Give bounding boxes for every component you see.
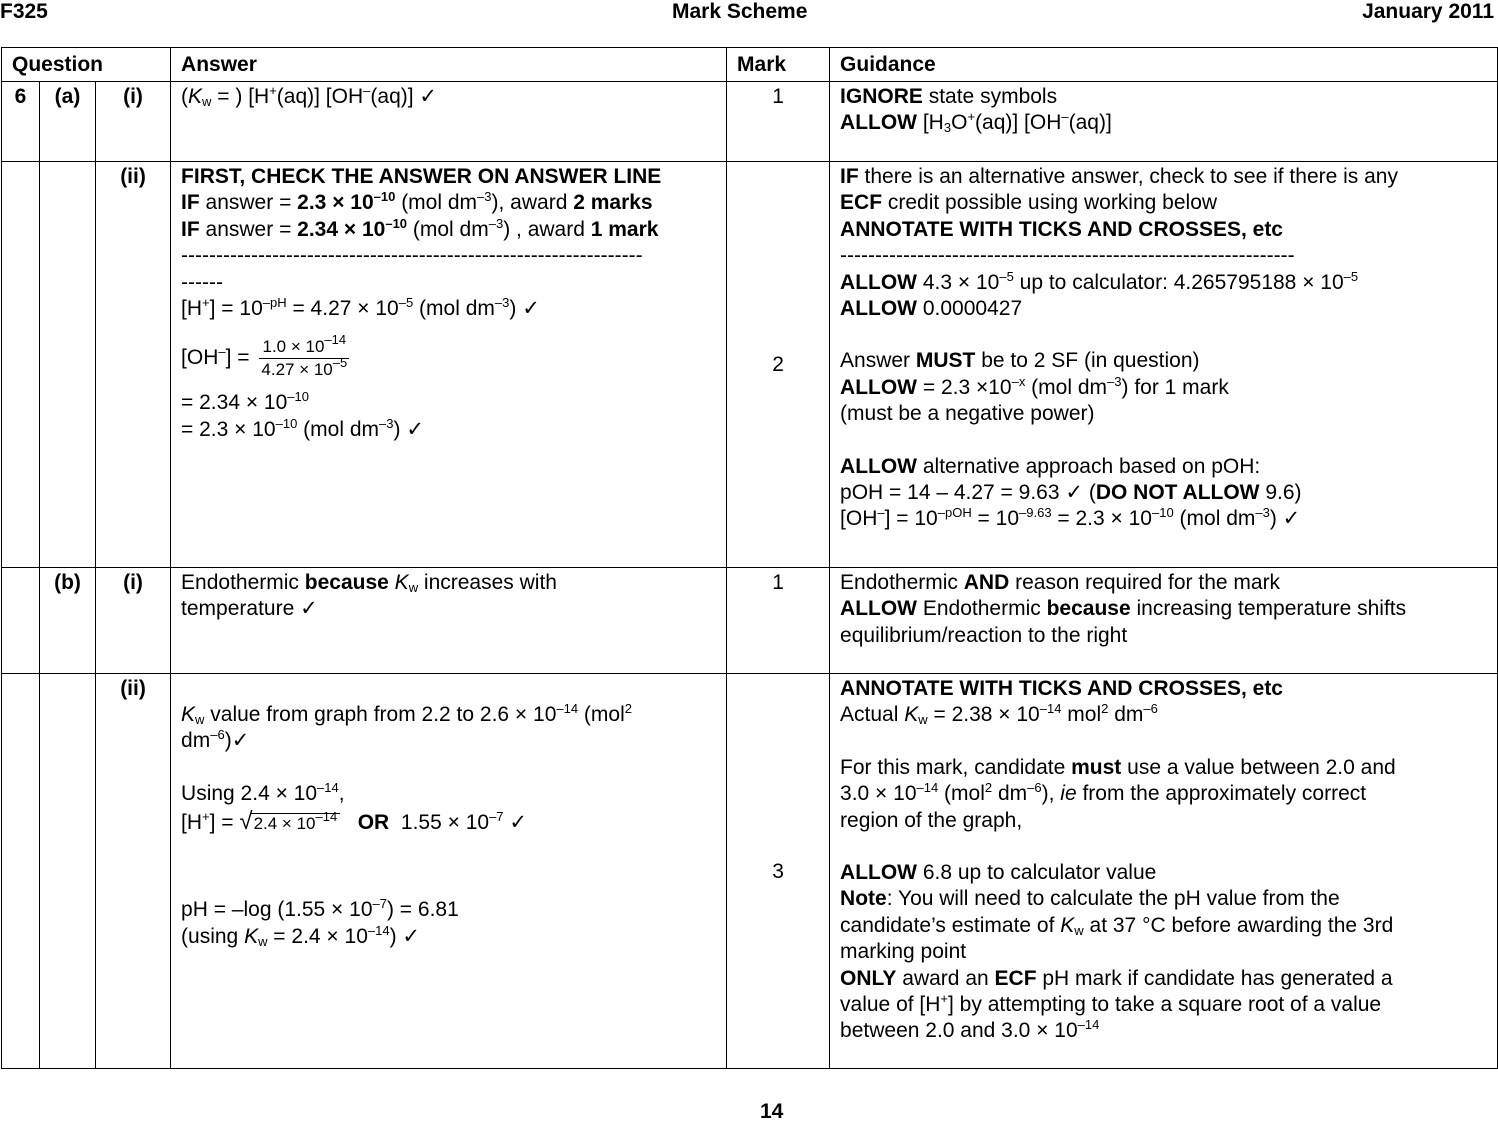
- question-header: Question: [2, 48, 171, 82]
- mark-cell: 3: [727, 674, 830, 1069]
- question-subpart: (ii): [96, 674, 171, 1069]
- guidance-cell: ANNOTATE WITH TICKS AND CROSSES, etc Actual $K_w = 2.38 \times 10^{-14}$ mol$^2$ $dm^{-6}$ For this mark, candidate must use a value between 2.0 and $3.0 \times 10^{-14}$ (mol$^2$ $dm^{-6}$), ie from the approximately correct region of the graph, ALLOW 6.8 up to calculator value Note: You will need to calculate the pH value from the candidate’s estimate of $K_w$ at 37 °C before awarding the 3rd marking point ONLY award an ECF pH mark if candidate has generated a value of [H+] by attempting to take a square root of a value between 2.0 and $3.0 \times 10^{-14}$: [830, 674, 1498, 1069]
- mark-cell: 1: [727, 82, 830, 162]
- table-row: [2, 568, 1498, 674]
- question-subpart: (i): [96, 568, 171, 674]
- mark-cell: 1: [727, 568, 830, 674]
- answer-cell: Endothermic because $K_w$ increases with temperature ✓: [171, 568, 727, 674]
- answer-cell: $K_w$ value from graph from 2.2 to $2.6 \times 10^{-14}$ (mol$^2$ $dm^{-6})✓$ Using $2.4 \times 10^{-14}$, $[H^+] = √2.4 \times 10^{-14}$ OR $1.55 \times 10^{-7}$ ✓ pH = –log $(1.55 \times 10^{-7}) = 6.81$ (using $K_w = 2.4 \times 10^{-14}$) ✓: [171, 674, 727, 1069]
- table-row: [2, 162, 1498, 568]
- mark-header: Mark: [727, 48, 830, 82]
- guidance-cell: IF there is an alternative answer, check to see if there is any ECF credit possible using working below ANNOTATE WITH TICKS AND CROSSES, etc ----------------------------------------------------------------- ALLOW $4.3 \times 10^{-5}$ up to calculator: $4.265795188 \times 10^{-5}$ ALLOW 0.0000427 Answer MUST be to 2 SF (in question) ALLOW = $2.3 \times 10^{-x}$ (mol $dm^{-3}$) for 1 mark (must be a negative power) ALLOW alternative approach based on pOH: pOH = 14 – 4.27 = 9.63 ✓ (DO NOT ALLOW 9.6) $[OH^-] = 10^{-pOH} = 10^{-9.63} = 2.3 \times 10^{-10}$ (mol $dm^{-3}$) ✓: [830, 162, 1498, 568]
- table-row: [2, 82, 1498, 162]
- question-subpart: (ii): [96, 162, 171, 568]
- header-title: Mark Scheme: [672, 0, 808, 23]
- guidance-cell: Endothermic AND reason required for the mark ALLOW Endothermic because increasing temperature shifts equilibrium/reaction to the right: [830, 568, 1498, 674]
- question-part: (b): [40, 568, 96, 674]
- answer-cell: ($K_w$ = ) [H+(aq)] [OH–(aq)] ✓: [171, 82, 727, 162]
- guidance-header: Guidance: [830, 48, 1498, 82]
- question-number: 6: [2, 82, 40, 162]
- mark-scheme-table: [1, 47, 1498, 1069]
- mark-cell: 2: [727, 162, 830, 568]
- question-part: (a): [40, 82, 96, 162]
- page-number: 14: [760, 1100, 784, 1123]
- table-header-row: [2, 48, 1498, 82]
- answer-cell: FIRST, CHECK THE ANSWER ON ANSWER LINE IF answer = $2.3 \times 10^{-10}$ (mol $dm^{-3}$), award 2 marks IF answer = $2.34 \times 10^{-10}$ (mol $dm^{-3}$) , award 1 mark ------------------------------------------------------------------ ------ $[H^+] = 10^{-pH} = 4.27 \times 10^{-5}$ (mol $dm^{-3}$) ✓ [OH–] = $\frac{1.0 \times 10^{-14}}{4.27 \times 10^{-5}}$ = $2.34 \times 10^{-10}$ = $2.3 \times 10^{-10}$ (mol $dm^{-3}$) ✓: [171, 162, 727, 568]
- header-code: F325: [0, 0, 48, 23]
- header-date: January 2011: [1362, 0, 1494, 23]
- question-subpart: (i): [96, 82, 171, 162]
- answer-header: Answer: [171, 48, 727, 82]
- table-row: [2, 674, 1498, 1069]
- guidance-cell: IGNORE state symbols ALLOW $[H_3O^+(aq)]$ [OH–(aq)]: [830, 82, 1498, 162]
